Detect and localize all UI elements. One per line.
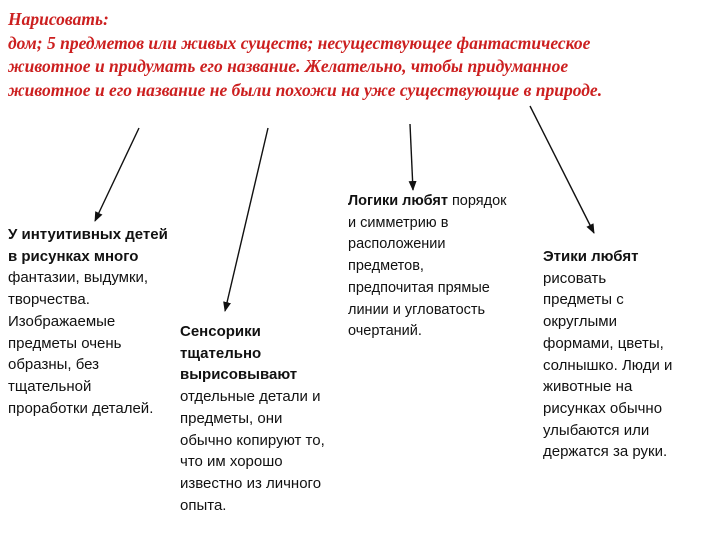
header-line: Нарисовать: xyxy=(8,9,109,29)
logic-bold-part: Логики любят xyxy=(348,193,448,209)
ethics-text-block xyxy=(543,246,672,463)
logic-line xyxy=(348,191,507,213)
sensory-line: тщательно xyxy=(180,344,262,362)
ethics-line: формами, цветы, xyxy=(543,334,664,352)
intuitive-line: фантазии, выдумки, xyxy=(8,269,149,287)
header-line: животное и его название не были похожи на уже существующие в природе. xyxy=(8,79,603,100)
ethics-line: улыбаются или xyxy=(543,421,650,439)
intuitive-line: предметы очень xyxy=(8,334,122,352)
ethics-line: Этики любят xyxy=(543,248,639,265)
sensory-line: опыта. xyxy=(180,496,227,514)
logic-rest-part: порядок xyxy=(451,193,507,209)
intuitive-line: проработки деталей. xyxy=(8,399,154,417)
sensory-line: предметы, они xyxy=(180,409,283,427)
ethics-line: предметы с xyxy=(543,291,624,309)
intuitive-line: Изображаемые xyxy=(8,312,116,330)
sensory-line: обычно копируют то, xyxy=(180,431,325,449)
arrow-intuitive xyxy=(95,128,139,221)
intuitive-text-block xyxy=(8,224,168,419)
sensory-text-block xyxy=(180,321,325,516)
ethics-line: округлыми xyxy=(543,313,617,331)
intuitive-line: тщательной xyxy=(8,377,92,395)
sensory-line: вырисовывают xyxy=(180,366,298,384)
header-line: животное и придумать его название. Желательно, чтобы придуманное xyxy=(8,56,569,76)
sensory-line: Сенсорики xyxy=(180,323,261,340)
logic-line: линии и угловатость xyxy=(348,301,486,318)
ethics-line: солнышко. Люди и xyxy=(543,356,673,374)
logic-line: и симметрию в xyxy=(348,214,449,231)
sensory-line: что им хорошо xyxy=(180,453,283,471)
sensory-line: отдельные детали и xyxy=(180,388,321,406)
header-line: дом; 5 предметов или живых существ; несуществующее фантастическое xyxy=(8,32,591,53)
logic-line: предметов, xyxy=(348,258,424,275)
intuitive-line: творчества. xyxy=(8,291,90,309)
logic-line: расположении xyxy=(348,236,446,253)
arrow-logic xyxy=(410,124,413,190)
logic-line: очертаний. xyxy=(348,323,422,340)
intuitive-line: У интуитивных детей xyxy=(8,226,168,243)
ethics-line: рисовать xyxy=(543,269,607,287)
sensory-line: известно из личного xyxy=(180,474,322,492)
intuitive-line: образны, без xyxy=(8,356,100,374)
ethics-line: держатся за руки. xyxy=(543,443,668,461)
ethics-line: рисунках обычно xyxy=(543,399,663,417)
ethics-line: животные на xyxy=(543,378,633,396)
arrow-sensory xyxy=(225,128,268,311)
logic-line: предпочитая прямые xyxy=(348,279,490,296)
arrow-ethics xyxy=(530,106,594,233)
logic-text-block xyxy=(348,191,507,343)
intuitive-line: в рисунках много xyxy=(8,247,139,265)
